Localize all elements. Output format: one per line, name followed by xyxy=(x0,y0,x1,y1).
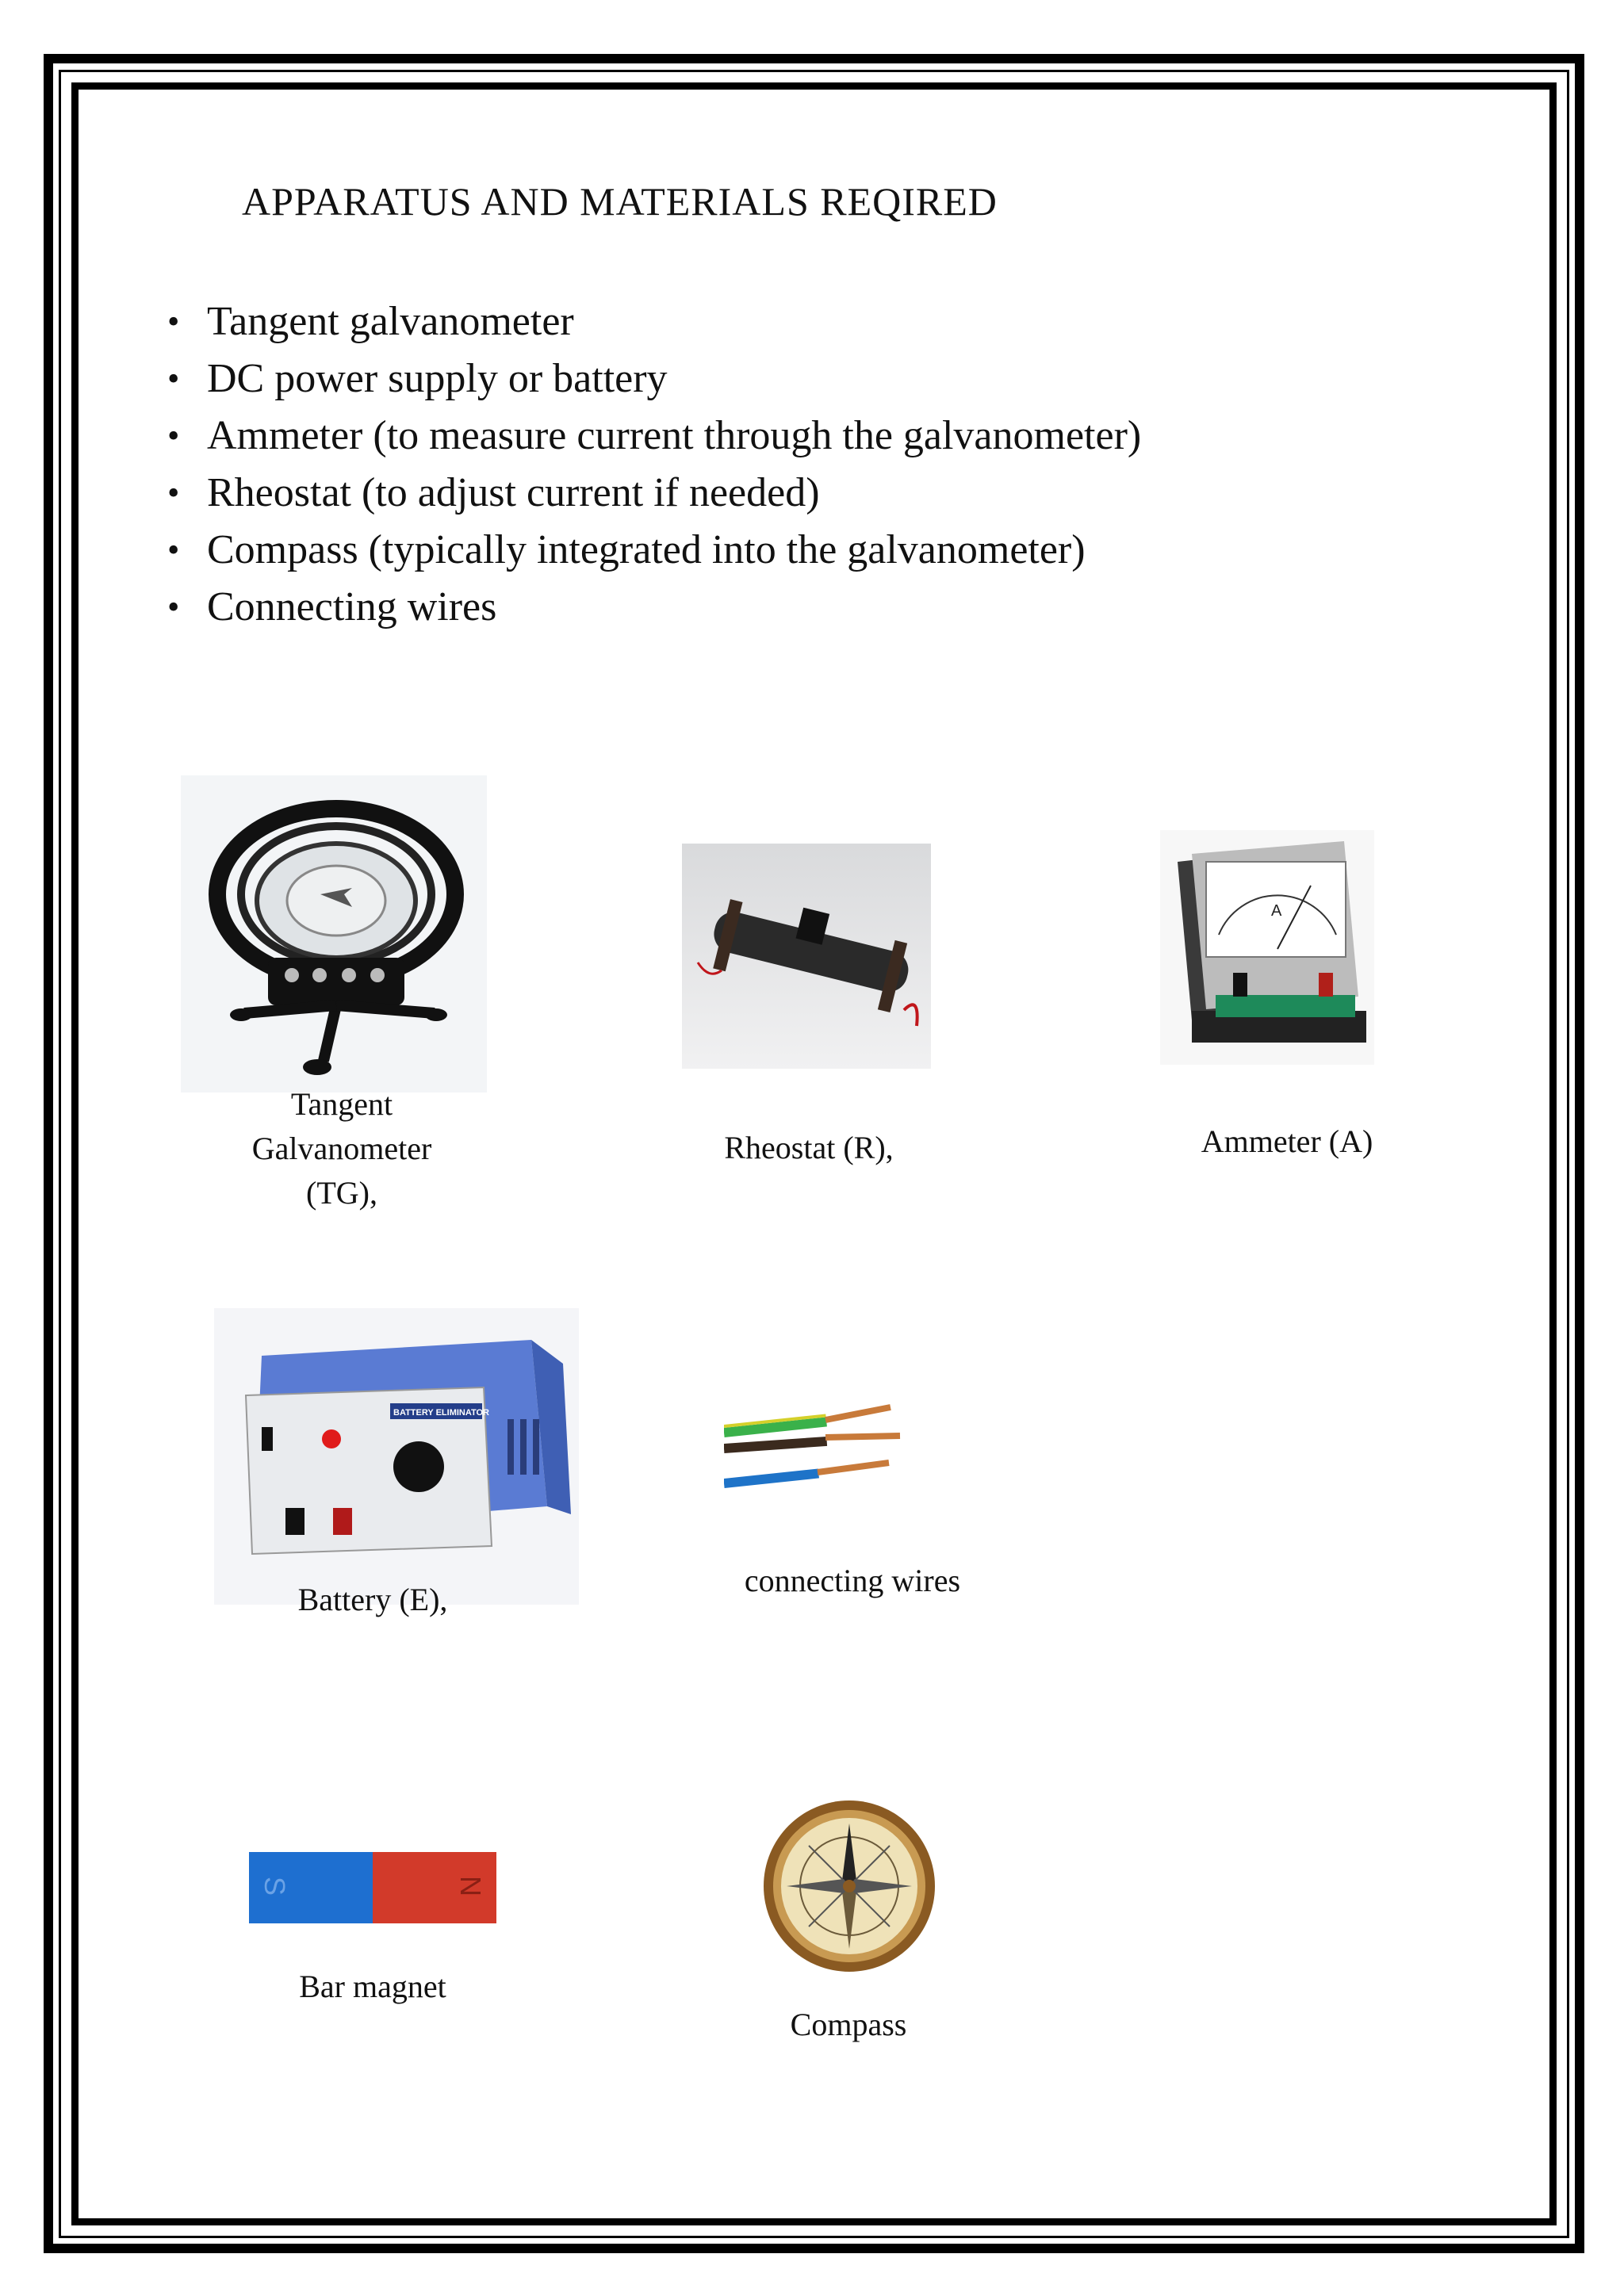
ammeter-icon xyxy=(1160,830,1374,1065)
magnet-north-pole xyxy=(373,1852,496,1923)
battery-eliminator-icon xyxy=(214,1308,579,1605)
page-title: APPARATUS AND MATERIALS REQIRED xyxy=(242,179,998,224)
magnet-south-pole xyxy=(249,1852,373,1923)
compass-icon xyxy=(761,1798,937,1974)
ammeter-dial-label: A xyxy=(1271,902,1282,920)
list-item: • Connecting wires xyxy=(163,579,1141,636)
wires-icon xyxy=(724,1360,930,1518)
tangent-galvanometer-caption: Tangent Galvanometer (TG), xyxy=(251,1086,432,1211)
list-item: • DC power supply or battery xyxy=(163,350,1141,408)
magnet-s-label: S xyxy=(259,1876,292,1896)
tangent-galvanometer-icon xyxy=(181,775,487,1093)
list-item: • Ammeter (to measure current through the galvanometer) xyxy=(163,408,1141,465)
rheostat-caption: Rheostat (R), xyxy=(724,1130,894,1165)
wires-caption: connecting wires xyxy=(744,1563,961,1598)
list-item: • Rheostat (to adjust current if needed) xyxy=(163,465,1141,522)
bar-magnet-caption: Bar magnet xyxy=(299,1969,446,2004)
rheostat-icon xyxy=(682,844,931,1069)
battery-panel-label: BATTERY ELIMINATOR xyxy=(393,1408,489,1418)
bar-magnet-icon xyxy=(249,1852,496,1923)
compass-caption: Compass xyxy=(790,2007,907,2042)
list-item: • Tangent galvanometer xyxy=(163,293,1141,350)
ammeter-caption: Ammeter (A) xyxy=(1201,1123,1373,1159)
magnet-n-label: N xyxy=(454,1876,487,1896)
list-item: • Compass (typically integrated into the galvanometer) xyxy=(163,522,1141,579)
battery-caption: Battery (E), xyxy=(297,1582,448,1617)
materials-list xyxy=(163,293,1141,636)
